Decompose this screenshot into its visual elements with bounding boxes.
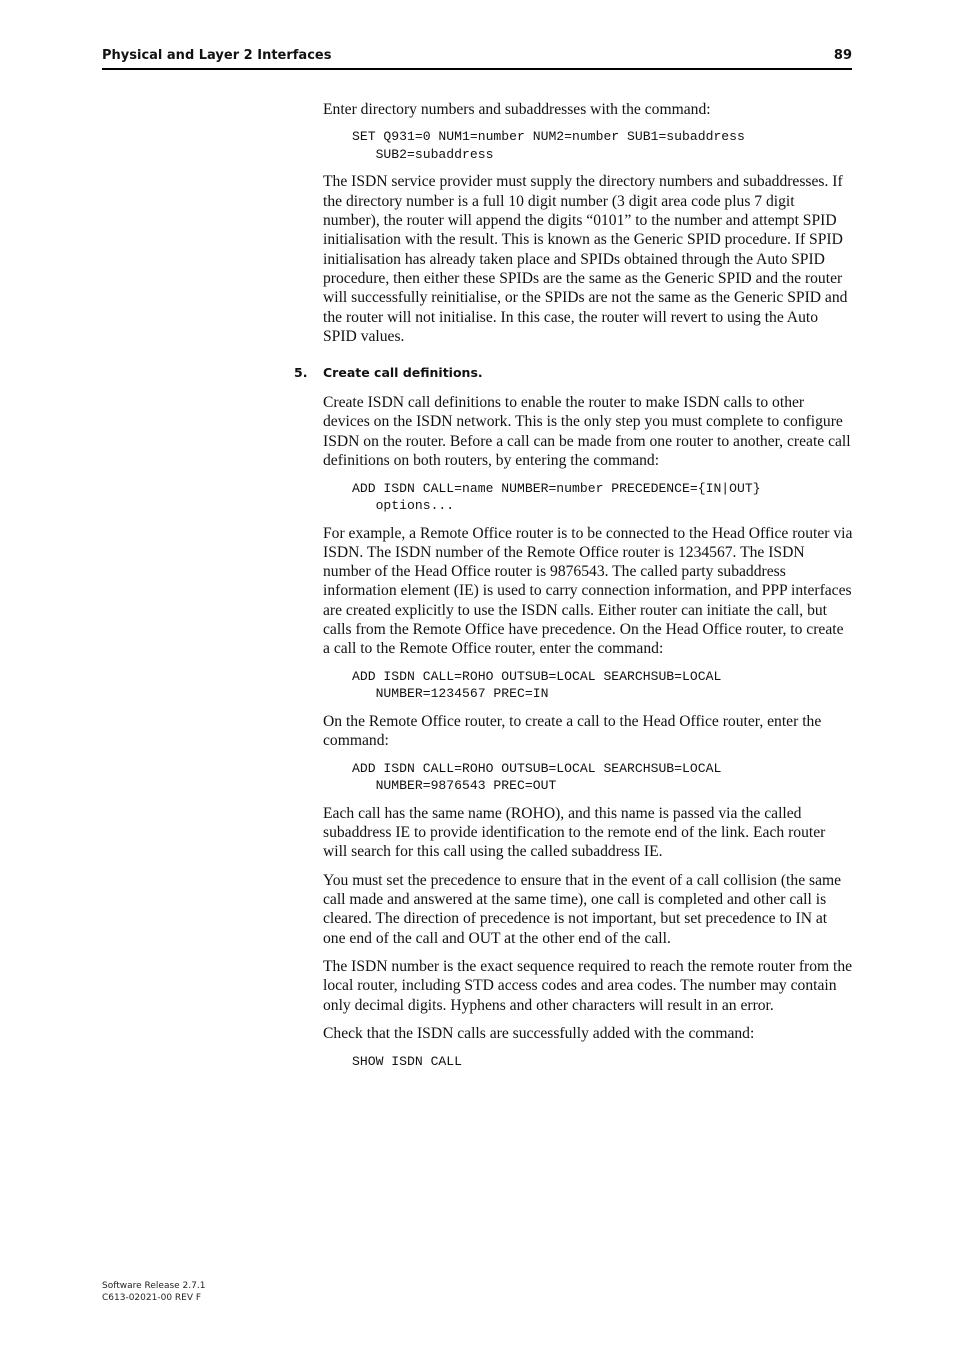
section-title: Physical and Layer 2 Interfaces bbox=[102, 48, 332, 63]
step-title: Create call definitions. bbox=[323, 365, 483, 381]
command-add-isdn-call-syntax: ADD ISDN CALL=name NUMBER=number PRECEDENCE={IN|OUT} options... bbox=[352, 480, 761, 514]
step-number: 5. bbox=[294, 365, 308, 381]
paragraph-call-definitions: Create ISDN call definitions to enable the router to make ISDN calls to other devices on the ISDN network. This is the only step you must complete to configure ISDN on the router. Before a call can be made from one router to another, create call definitions on both routers, by entering the command: bbox=[323, 394, 851, 470]
command-show-isdn-call: SHOW ISDN CALL bbox=[352, 1053, 463, 1069]
command-add-isdn-call-head-office: ADD ISDN CALL=ROHO OUTSUB=LOCAL SEARCHSUB=LOCAL NUMBER=1234567 PREC=IN bbox=[352, 668, 722, 702]
command-set-q931: SET Q931=0 NUM1=number NUM2=number SUB1=subaddress SUB2=subaddress bbox=[352, 129, 745, 162]
paragraph-precedence: You must set the precedence to ensure that in the event of a call collision (the same call made and answered at the same time), one call is completed and other call is cleared. The direction of precedence is not important, but set precedence to IN at one end of the call and OUT at the other end of the call. bbox=[323, 871, 842, 947]
paragraph-call-name: Each call has the same name (ROHO), and this name is passed via the called subaddress IE to provide identification to the remote end of the link. Each router will search for this call using the called subaddress IE. bbox=[323, 804, 826, 861]
paragraph-check-calls: Check that the ISDN calls are successfully added with the command: bbox=[323, 1025, 755, 1043]
paragraph-isdn-provider: The ISDN service provider must supply the directory numbers and subaddresses. If the directory number is a full 10 digit number (3 digit area code plus 7 digit number), the router will append the digits “0101” to the number and attempt SPID initialisation with the result. This is known as the Generic SPID procedure. If SPID initialisation has already taken place and SPIDs obtained through the Auto SPID procedure, then either these SPIDs are the same as the Generic SPID and the router will successfully reinitialise, or the SPIDs are not the same as the Generic SPID and the router will not initialise. In this case, the router will revert to using the Auto SPID values. bbox=[323, 173, 848, 345]
step-heading bbox=[294, 363, 853, 382]
software-release: Software Release 2.7.1 bbox=[102, 1281, 206, 1291]
document-id: C613-02021-00 REV F bbox=[102, 1293, 202, 1303]
page-number: 89 bbox=[833, 48, 852, 63]
paragraph-remote-office: On the Remote Office router, to create a call to the Head Office router, enter the command: bbox=[323, 712, 822, 750]
page-header bbox=[102, 48, 852, 70]
paragraph-example: For example, a Remote Office router is to be connected to the Head Office router via ISDN. The ISDN number of the Remote Office router is 1234567. The ISDN number of the Head Office router is 9876543. The called party subaddress information element (IE) is used to carry connection information, and PPP interfaces are created explicitly to use the ISDN calls. Either router can initiate the call, but calls from the Remote Office have precedence. On the Head Office router, to create a call to the Remote Office router, enter the command: bbox=[323, 524, 853, 658]
page-body bbox=[294, 100, 853, 1079]
paragraph-enter-directory: Enter directory numbers and subaddresses with the command: bbox=[323, 101, 711, 118]
command-add-isdn-call-remote-office: ADD ISDN CALL=ROHO OUTSUB=LOCAL SEARCHSUB=LOCAL NUMBER=9876543 PREC=OUT bbox=[352, 760, 722, 794]
paragraph-isdn-number: The ISDN number is the exact sequence required to reach the remote router from the local router, including STD access codes and area codes. The number may contain only decimal digits. Hyphens and other characters will result in an error. bbox=[323, 958, 853, 1014]
page-footer bbox=[102, 1280, 205, 1304]
